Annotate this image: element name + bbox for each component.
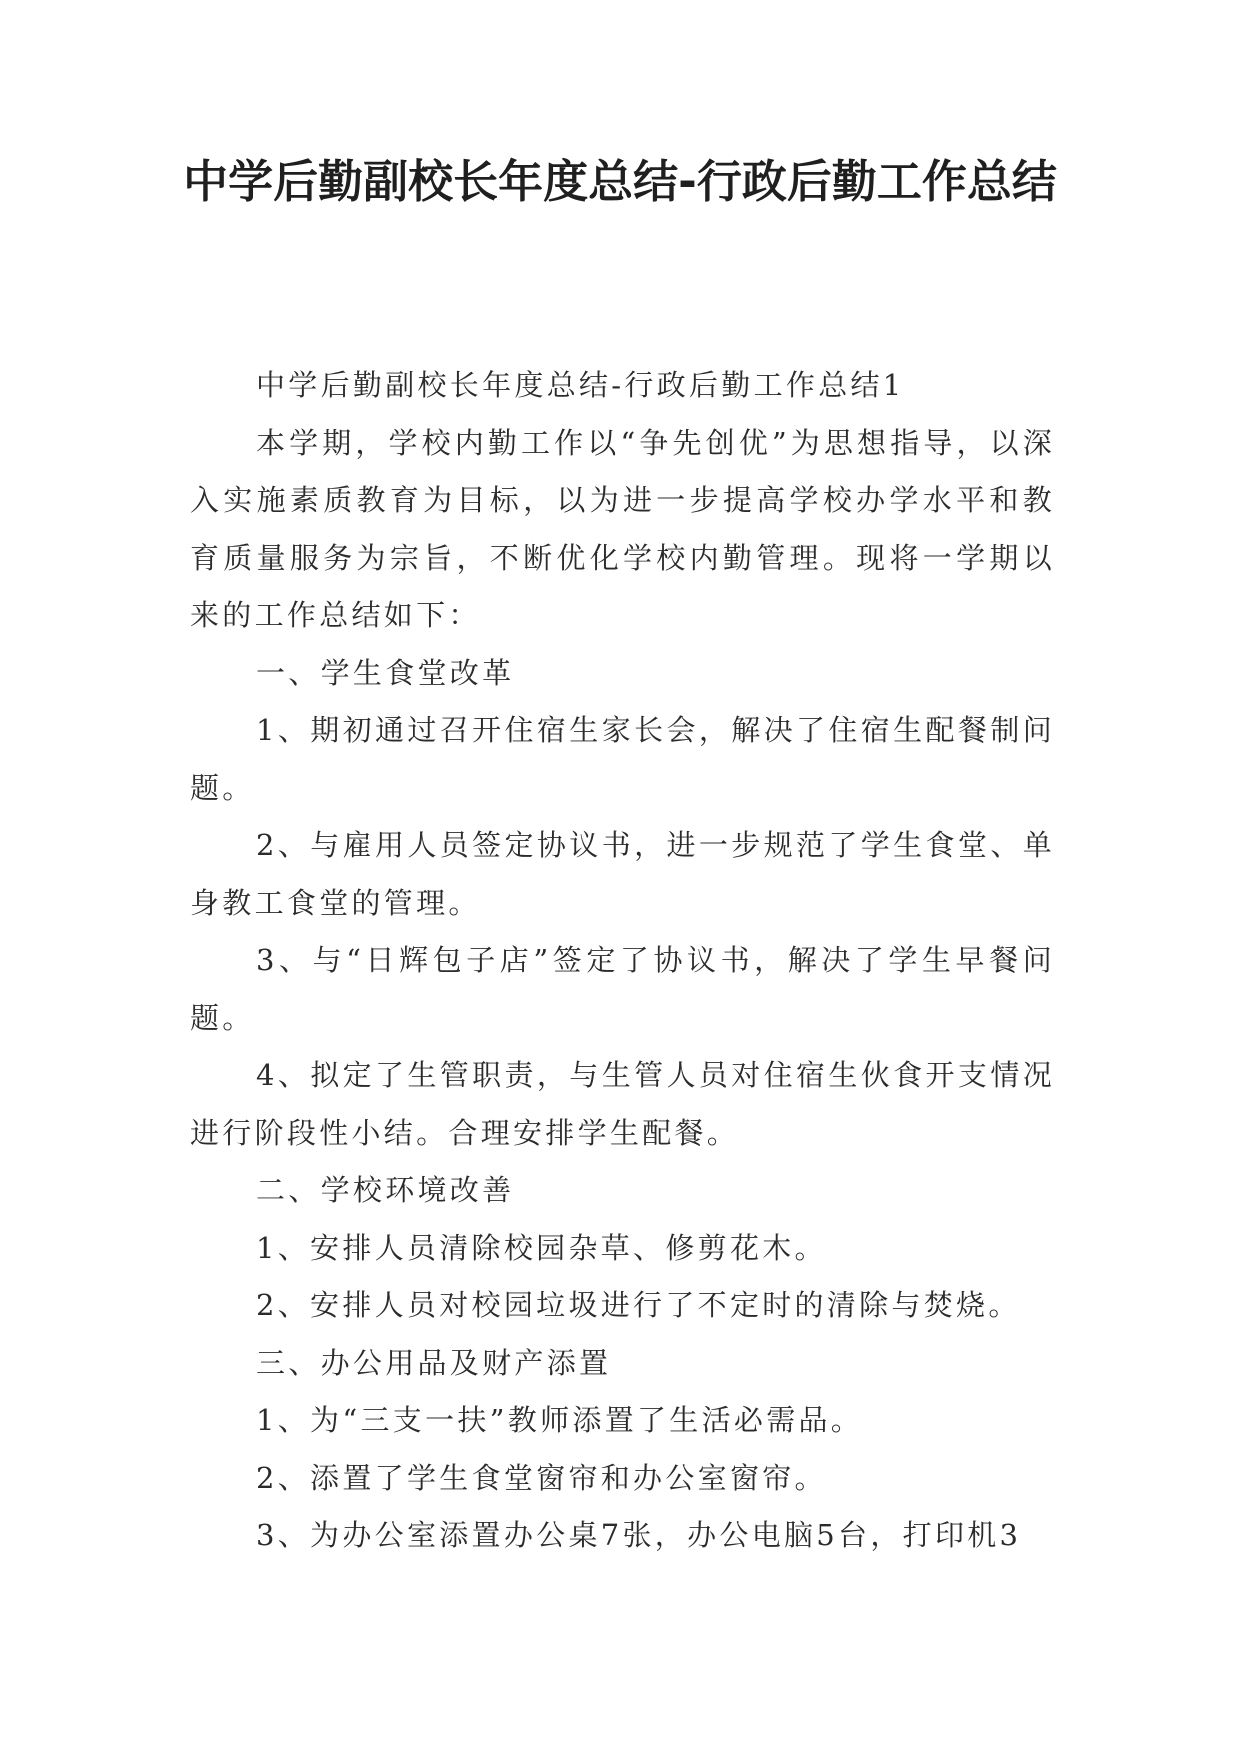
paragraph: 1、安排人员清除校园杂草、修剪花木。 xyxy=(256,1230,827,1265)
paragraph: 3、与“日辉包子店”签定了协议书，解决了学生早餐问题。 xyxy=(190,943,1055,1035)
paragraph: 2、与雇用人员签定协议书，进一步规范了学生食堂、单身教工食堂的管理。 xyxy=(190,828,1055,920)
paragraph: 2、安排人员对校园垃圾进行了不定时的清除与焚烧。 xyxy=(256,1288,1021,1322)
paragraph: 本学期，学校内勤工作以“争先创优”为思想指导，以深入实施素质教育为目标，以为进一步提高学校办学水平和教育质量服务为宗旨，不断优化学校内勤管理。现将一学期以来的工作总结如下： xyxy=(190,425,1055,632)
paragraph: 1、为“三支一扶”教师添置了生活必需品。 xyxy=(256,1403,864,1437)
paragraph: 3、为办公室添置办公桌7张，办公电脑5台，打印机3 xyxy=(256,1518,1022,1552)
section-heading: 一、学生食堂改革 xyxy=(256,655,515,690)
section-heading: 三、办公用品及财产添置 xyxy=(256,1345,612,1380)
paragraph: 4、拟定了生管职责，与生管人员对住宿生伙食开支情况进行阶段性小结。合理安排学生配餐。 xyxy=(190,1058,1055,1150)
section-heading: 二、学校环境改善 xyxy=(256,1173,515,1207)
paragraph: 1、期初通过召开住宿生家长会，解决了住宿生配餐制问题。 xyxy=(190,713,1055,805)
paragraph: 中学后勤副校长年度总结-行政后勤工作总结1 xyxy=(256,368,905,402)
document-body xyxy=(190,357,1055,1565)
paragraph: 2、添置了学生食堂窗帘和办公室窗帘。 xyxy=(256,1460,827,1495)
document-title: 中学后勤副校长年度总结-行政后勤工作总结 xyxy=(183,155,1057,208)
